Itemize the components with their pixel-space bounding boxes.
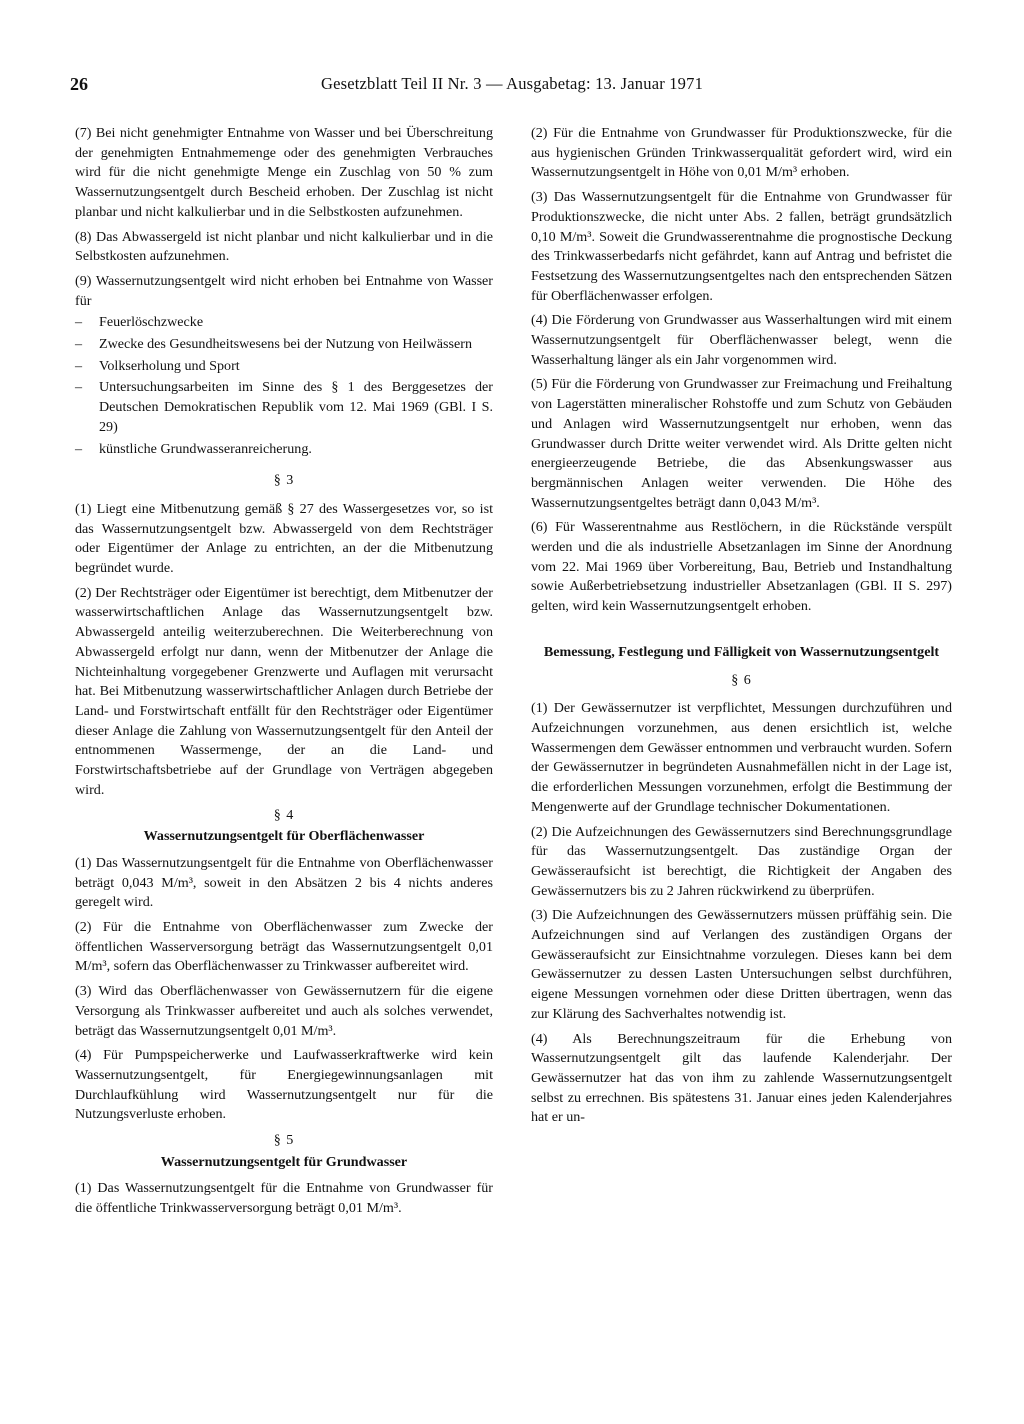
section-4-heading: § 4 <box>273 806 295 823</box>
running-title: Gesetzblatt Teil II Nr. 3 — Ausgabetag: 13. Januar 1971 <box>320 74 704 93</box>
paragraph-s5-2: (2) Für die Entnahme von Grundwasser für Produktionszwecke, für die aus hygienischen Gründen Trinkwasserqualität gefordert wird, wird ein Wassernutzungsentgelt in Höhe von 0,01 M/m³ erhoben. <box>531 125 952 181</box>
paragraph-s6-4: (4) Als Berechnungszeitraum für die Erhebung von Wassernutzungsentgelt gilt das laufende Kalenderjahr. Der Gewässernutzer hat das von ihm zu zahlende Wassernutzungsentgelt selbst zu errechnen. Bis spätestens 31. Januar eines jeden Kalenderjahres hat er un- <box>531 1030 952 1126</box>
paragraph-s4-1: (1) Das Wassernutzungsentgelt für die Entnahme von Oberflächenwasser beträgt 0,043 M/m³, soweit in den Absätzen 2 bis 4 nichts anderes geregelt wird. <box>75 854 493 911</box>
paragraph-s6-3: (3) Die Aufzeichnungen des Gewässernutzers müssen prüffähig sein. Die Aufzeichnungen sind auf Verlangen des zuständigen Organs der Gewässeraufsicht zur Einsichtnahme vorzulegen. Dieses kann bei dem Gewässernutzer zu dessen Lasten Untersuchungen selbst durchführen, eigene Messungen vornehmen oder diese Dritten übertragen, wenn das zur Klärung des Sachverhaltes notwendig ist. <box>531 907 952 1022</box>
list-item: – Untersuchungsarbeiten im Sinne des § 1 des Berggesetzes der Deutschen Demokratischen Republik vom 12. Mai 1969 (GBl. I S. 29) <box>75 378 493 437</box>
section-6-heading: § 6 <box>731 671 752 688</box>
list-item: – Zwecke des Gesundheitswesens bei der Nutzung von Heilwässern <box>75 335 493 355</box>
paragraph-s6-2: (2) Die Aufzeichnungen des Gewässernutzers sind Berechnungsgrundlage für das Wassernutzungsentgelt. Das zuständige Organ der Gewässeraufsicht ist berechtigt, die Richtigkeit der Angaben des Gewässernutzers bis zu 2 Jahren rückwirkend zu überprüfen. <box>531 823 952 899</box>
paragraph-s3-2: (2) Der Rechtsträger oder Eigentümer ist berechtigt, dem Mitbenutzer der wasserwirtschaftlichen Anlage das Wassernutzungsentgelt bzw. Abwassergeld anteilig weiterzuberechnen. Die Weiterberechnung von Abwassergeld erfolgt nur dann, wenn der Mitbenutzer der Anlage die Nichteinhaltung vorgegebener Grenzwerte und Auflagen mit verursacht hat. Bei Mitbenutzung wasserwirtschaftlicher Anlagen durch Betriebe der Land- und Forstwirtschaft entfällt für den Rechtsträger oder Eigentümer dieser Anlage die Zahlung von Wassernutzungsentgelt für den Anteil der entnommenen Wassermenge, der an die Land- und Forstwirtschaftsbetriebe auf der Grundlage von Verträgen abgegeben wird. <box>75 584 493 798</box>
section-5-heading: § 5 <box>273 1132 295 1149</box>
exemption-list <box>75 313 493 459</box>
paragraph-s5-5: (5) Für die Förderung von Grundwasser zur Freimachung und Freihaltung von Lagerstätten mineralischer Rohstoffe und zum Schutz von Gebäuden und Anlagen wird Wassernutzungsentgelt nur erhoben, wenn das Grundwasser durch Dritte weiter verwendet wird. Als Dritte gelten nicht energieerzeugende Betriebe, die das Absenkungswasser aus bergmännischen Anlagen weiter verwenden. Die Höhe des Wassernutzungsentgeltes beträgt dann 0,043 M/m³. <box>531 376 952 511</box>
section-4-title: Wassernutzungsentgelt für Oberflächenwasser <box>143 828 425 845</box>
paragraph-s3-1: (1) Liegt eine Mitbenutzung gemäß § 27 des Wassergesetzes vor, so ist das Wassernutzungsentgelt bzw. Abwassergeld von dem Rechtsträger oder Eigentümer der Anlage zu entrichten, an der die Mitbenutzung begründet wurde. <box>75 500 493 577</box>
paragraph-s2-9: (9) Wassernutzungsentgelt wird nicht erhoben bei Entnahme von Wasser für <box>75 272 493 309</box>
paragraph-s2-8: (8) Das Abwassergeld ist nicht planbar und nicht kalkulierbar und in die Selbstkosten aufzunehmen. <box>75 228 493 265</box>
left-column <box>75 124 493 1224</box>
section-6-title: Bemessung, Festlegung und Fälligkeit von Wassernutzungsentgelt <box>543 643 940 660</box>
paragraph-s5-1: (1) Das Wassernutzungsentgelt für die Entnahme von Grundwasser für die öffentliche Trinkwasserversorgung beträgt 0,01 M/m³. <box>75 1180 493 1217</box>
paragraph-s5-4: (4) Die Förderung von Grundwasser aus Wasserhaltungen wird mit einem Wassernutzungsentgelt für Oberflächenwasser belegt, wenn die Wasserhaltung länger als ein Jahr vorgenommen wird. <box>531 312 952 368</box>
paragraph-s4-2: (2) Für die Entnahme von Oberflächenwasser zum Zwecke der öffentlichen Wasserversorgung beträgt das Wassernutzungsentgelt 0,01 M/m³, sofern das Oberflächenwasser zu Trinkwasser aufbereitet wird. <box>75 919 493 975</box>
list-item: – künstliche Grundwasseranreicherung. <box>75 440 493 460</box>
page-number: 26 <box>70 74 88 94</box>
section-3-heading: § 3 <box>273 472 295 489</box>
list-item: – Volkserholung und Sport <box>75 357 493 377</box>
paragraph-s6-1: (1) Der Gewässernutzer ist verpflichtet, Messungen durchzuführen und Aufzeichnungen vorzunehmen, aus denen ersichtlich ist, welche Wassermengen dem Gewässer entnommen und verbraucht wurden. Sofern der Gewässernutzer in begründeten Ausnahmefällen nicht in der Lage ist, die erforderlichen Messungen vorzunehmen, erfolgt die Bestimmung der Mengenwerte auf der Grundlage technischer Dokumentationen. <box>531 700 952 815</box>
section-5-title: Wassernutzungsentgelt für Grundwasser <box>160 1153 408 1170</box>
paragraph-s4-3: (3) Wird das Oberflächenwasser von Gewässernutzern für die eigene Versorgung als Trinkwasser aufbereitet und auch als solches verwendet, beträgt das Wassernutzungsentgelt 0,01 M/m³. <box>75 983 493 1039</box>
paragraph-s2-7: (7) Bei nicht genehmigter Entnahme von Wasser und bei Überschreitung der genehmigten Entnahmemenge oder des genehmigten Verbrauches wird für die nicht genehmigte Menge ein Zuschlag von 50 % zum Wassernutzungsentgelt durch Bescheid erhoben. Der Zuschlag ist nicht planbar und nicht kalkulierbar und in die Selbstkosten aufzunehmen. <box>75 125 493 220</box>
page-header <box>70 74 954 98</box>
list-item: – Feuerlöschzwecke <box>75 313 493 333</box>
paragraph-s5-3: (3) Das Wassernutzungsentgelt für die Entnahme von Grundwasser für Produktionszwecke, die nicht unter Abs. 2 fallen, beträgt grundsätzlich 0,10 M/m³. Soweit die Grundwasserentnahme die prognostische Deckung des Trinkwasserbedarfs nicht gefährdet, kann auf Antrag und befristet die Festsetzung des Wassernutzungsentgeltes nach den entsprechenden Sätzen für Oberflächenwasser erfolgen. <box>531 189 952 304</box>
right-column <box>531 124 952 1133</box>
paragraph-s4-4: (4) Für Pumpspeicherwerke und Laufwasserkraftwerke wird kein Wassernutzungsentgelt, für Energiegewinnungsanlagen mit Durchlaufkühlung wird Wassernutzungsentgelt nur für die Nutzungsverluste erhoben. <box>75 1047 493 1123</box>
paragraph-s5-6: (6) Für Wasserentnahme aus Restlöchern, in die Rückstände verspült werden und die als industrielle Absetzanlagen im Sinne der Anordnung vom 22. Mai 1969 über Vorbereitung, Bau, Betrieb und Instandhaltung sowie Außerbetriebsetzung industrieller Absetzanlagen (GBl. II S. 297) gelten, wird kein Wassernutzungsentgelt erhoben. <box>531 519 952 615</box>
